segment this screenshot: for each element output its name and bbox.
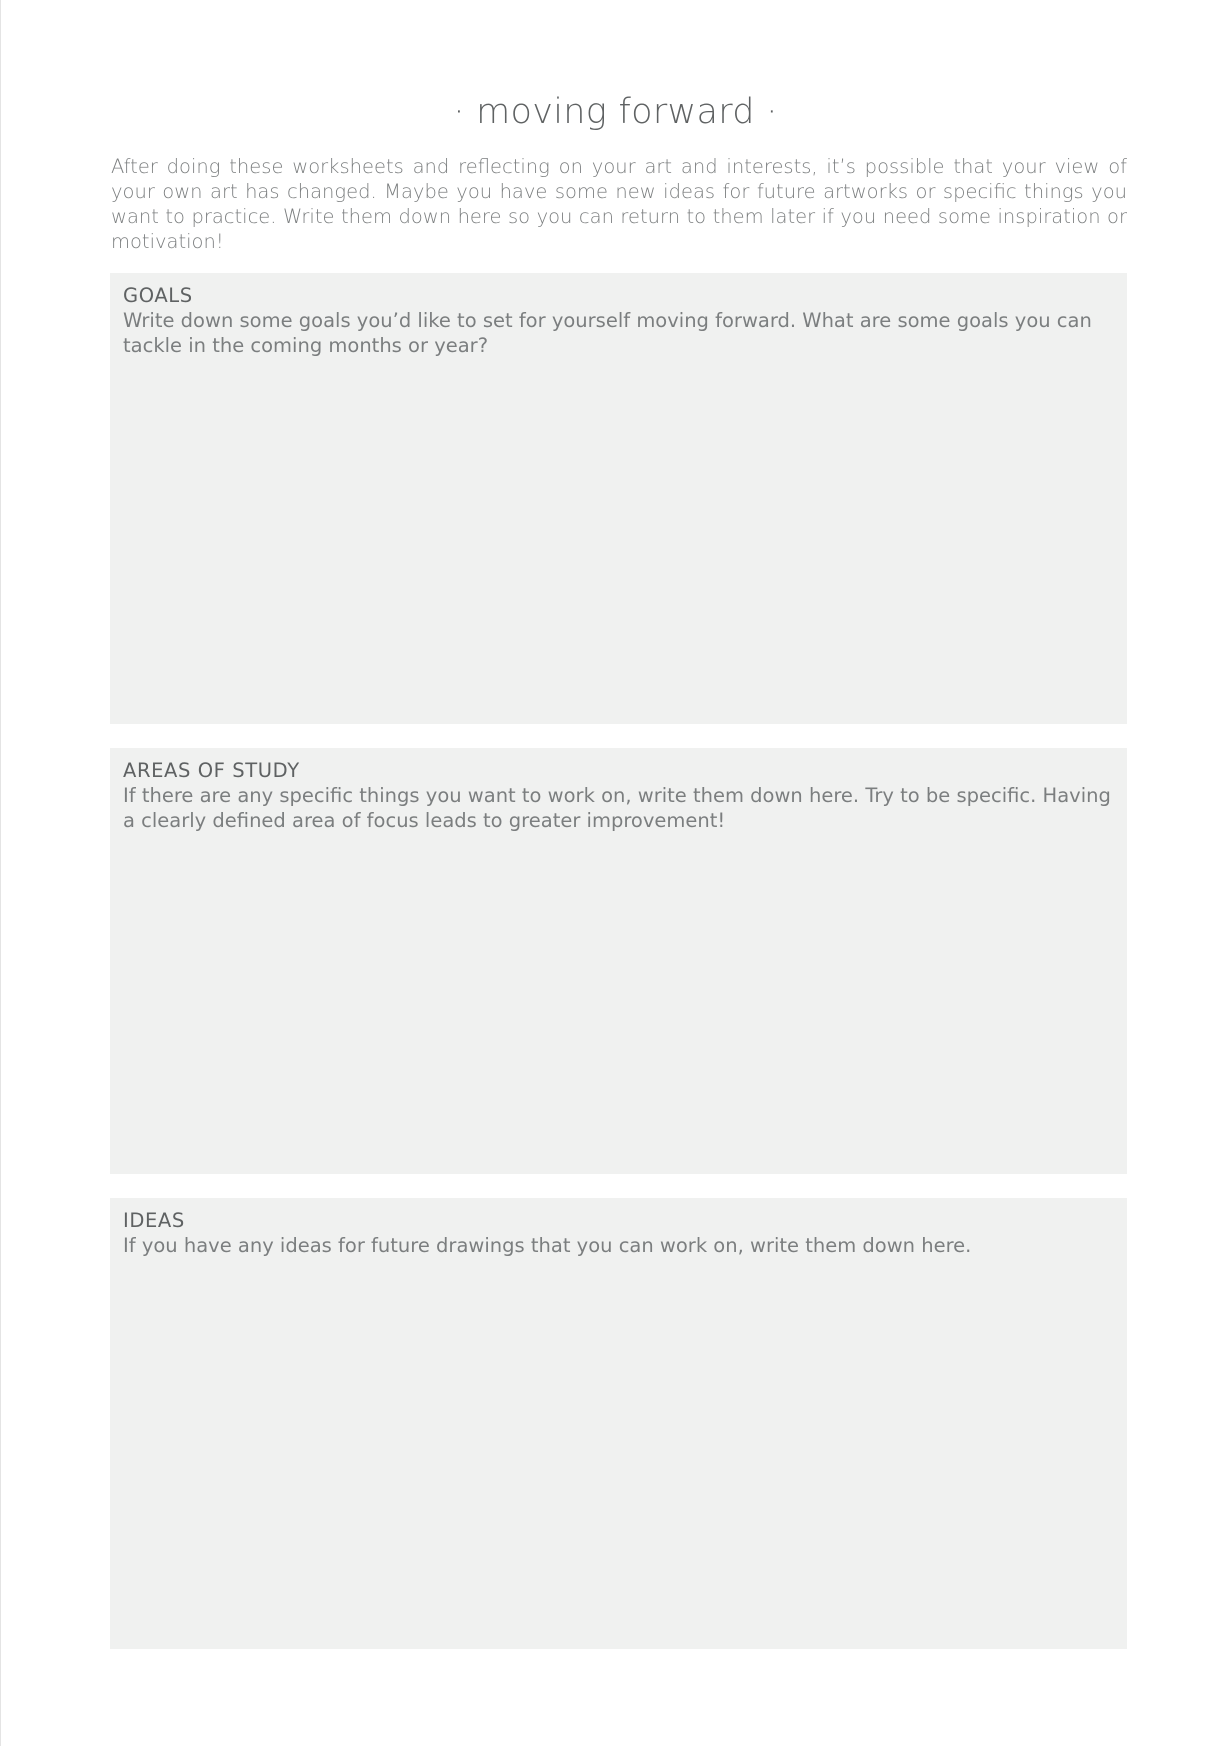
ideas-heading: IDEAS bbox=[123, 1209, 185, 1232]
goals-section[interactable] bbox=[110, 273, 1127, 724]
ideas-prompt: If you have any ideas for future drawings that you can work on, write them down here. bbox=[123, 1234, 972, 1257]
areas-of-study-heading: AREAS OF STUDY bbox=[123, 759, 300, 782]
ideas-section[interactable] bbox=[110, 1198, 1127, 1649]
areas-of-study-section[interactable] bbox=[110, 748, 1127, 1174]
intro-paragraph: After doing these worksheets and reflecting on your art and interests, it’s possible that your view of your own art has changed. Maybe you have some new ideas for future artworks or specific things you want to practice. Write them down here so you can return to them later if you need some inspiration or motivation! bbox=[111, 155, 1127, 253]
goals-heading: GOALS bbox=[123, 284, 193, 307]
page-edge bbox=[0, 0, 1, 1746]
goals-prompt: Write down some goals you’d like to set for yourself moving forward. What are some goals you can tackle in the coming months or year? bbox=[123, 309, 1092, 357]
areas-of-study-prompt: If there are any specific things you want to work on, write them down here. Try to be specific. Having a clearly defined area of focus leads to greater improvement! bbox=[123, 784, 1111, 832]
page-title: · moving forward · bbox=[453, 92, 778, 132]
